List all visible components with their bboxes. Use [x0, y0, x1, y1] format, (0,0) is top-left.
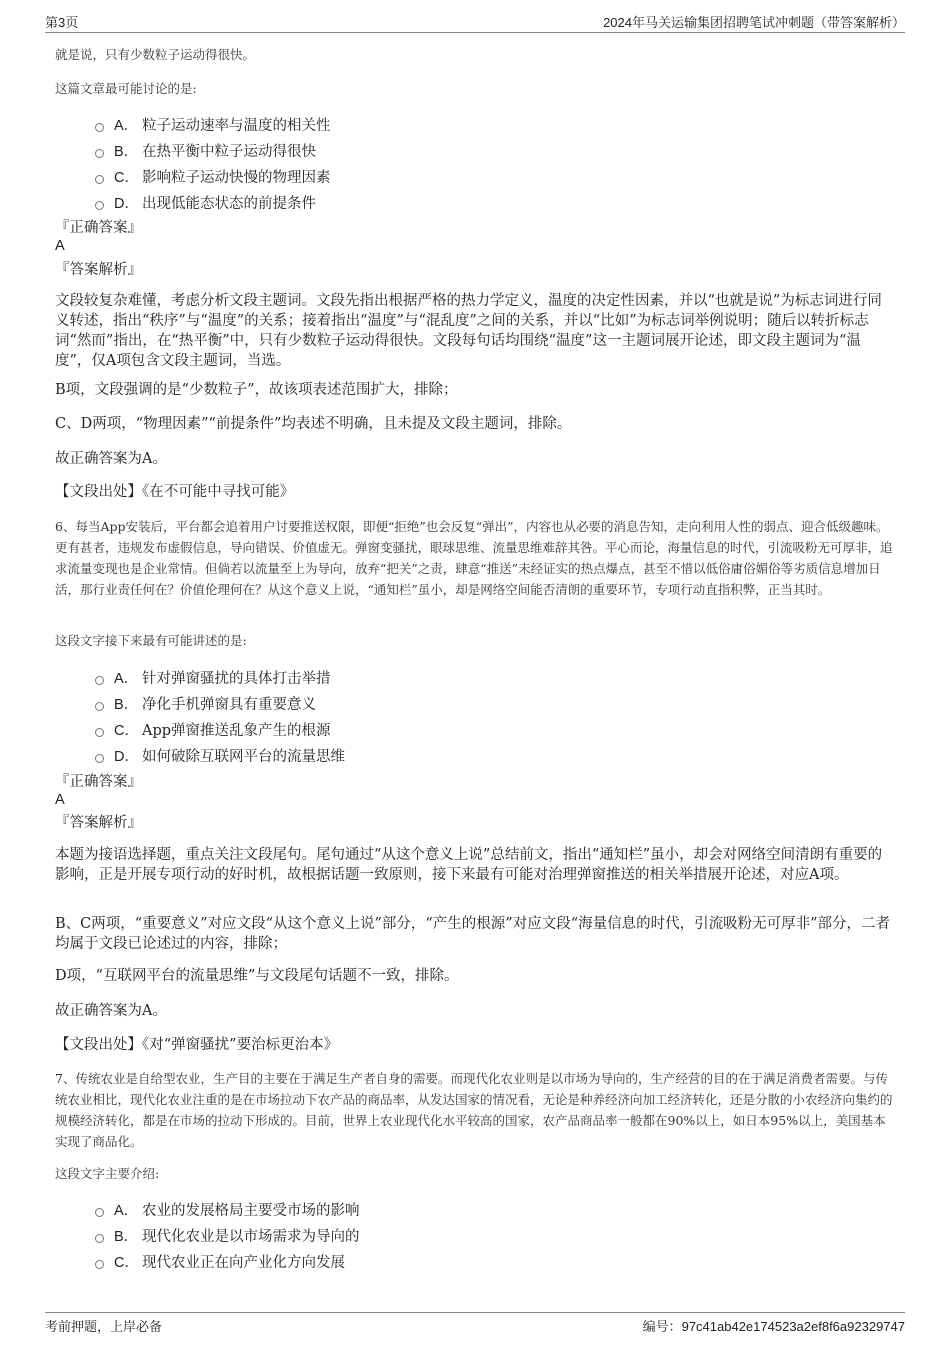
q5-options: [95, 111, 331, 215]
q6-analysis-label: 『答案解析』: [55, 815, 142, 831]
q6-prompt: 这段文字接下来最有可能讲述的是:: [55, 633, 247, 648]
q6-analysis-3: D项，“互联网平台的流量思维”与文段尾句话题不一致，排除。: [55, 968, 459, 984]
q5-analysis-label: 『答案解析』: [55, 262, 142, 278]
page-footer: [45, 1312, 905, 1338]
radio-icon[interactable]: [95, 728, 104, 737]
radio-icon[interactable]: [95, 1208, 104, 1217]
q5-analysis-4: 故正确答案为A。: [55, 451, 167, 467]
q7-options: [95, 1196, 360, 1274]
q5-option-b[interactable]: B． 在热平衡中粒子运动得很快: [95, 137, 331, 163]
radio-icon[interactable]: [95, 1260, 104, 1269]
radio-icon[interactable]: [95, 1234, 104, 1243]
q5-option-a[interactable]: A． 粒子运动速率与温度的相关性: [95, 111, 331, 137]
q5-text-tail: 就是说，只有少数粒子运动得很快。: [55, 47, 256, 62]
q7-prompt: 这段文字主要介绍:: [55, 1166, 160, 1181]
radio-icon[interactable]: [95, 201, 104, 210]
q5-analysis-3: C、D两项，“物理因素”“前提条件”均表述不明确，且未提及文段主题词，排除。: [55, 416, 572, 432]
q5-option-c[interactable]: C． 影响粒子运动快慢的物理因素: [95, 163, 331, 189]
radio-icon[interactable]: [95, 754, 104, 763]
q7-option-b[interactable]: B． 现代化农业是以市场需求为导向的: [95, 1222, 360, 1248]
page-number: 第3页: [45, 15, 79, 30]
radio-icon[interactable]: [95, 175, 104, 184]
radio-icon[interactable]: [95, 123, 104, 132]
q5-answer-label: 『正确答案』: [55, 220, 142, 236]
q5-option-d[interactable]: D． 出现低能态状态的前提条件: [95, 189, 331, 215]
q5-analysis-2: B项，文段强调的是“少数粒子”，故该项表述范围扩大，排除；: [55, 382, 458, 398]
q5-prompt: 这篇文章最可能讨论的是:: [55, 81, 197, 96]
q6-analysis-2: B、C两项，“重要意义”对应文段“从这个意义上说”部分，“产生的根源”对应文段“海量信息的时代，引流吸粉无可厚非”部分，二者均属于文段已论述过的内容，排除；: [55, 916, 891, 952]
q5-analysis-1: 文段较复杂难懂，考虑分析文段主题词。文段先指出根据严格的热力学定义，温度的决定性因素，并以“也就是说”为标志词进行同义转述，指出“秩序”与“温度”的关系；接着指出“温度”与“混乱度”之间的关系，并以“比如”为标志词举例说明；随后以转折标志词“然而”指出，在“热平衡”中，只有少数粒子运动得很快。文段每句话均围绕“温度”这一主题词展开论述，即文段主题词为“温度”，仅A项包含文段主题词，当选。: [55, 293, 882, 369]
radio-icon[interactable]: [95, 149, 104, 158]
q5-source: 【文段出处】《在不可能中寻找可能》: [55, 484, 295, 500]
q7-option-c[interactable]: C． 现代农业正在向产业化方向发展: [95, 1248, 360, 1274]
q6-analysis-1: 本题为接语选择题，重点关注文段尾句。尾句通过“从这个意义上说”总结前文，指出“通知栏”虽小，却会对网络空间清朗有重要的影响，正是开展专项行动的好时机，故根据话题一致原则，接下来最有可能对治理弹窗推送的相关举措展开论述，对应A项。: [55, 847, 883, 883]
q6-option-d[interactable]: D． 如何破除互联网平台的流量思维: [95, 742, 345, 768]
q6-option-b[interactable]: B． 净化手机弹窗具有重要意义: [95, 690, 345, 716]
footer-slogan: 考前押题，上岸必备: [45, 1319, 163, 1334]
radio-icon[interactable]: [95, 676, 104, 685]
q6-answer: A: [55, 792, 65, 808]
q6-source: 【文段出处】《对“弹窗骚扰”要治标更治本》: [55, 1037, 339, 1053]
document-code: 编号：97c41ab42e174523a2ef8f6a92329747: [642, 1319, 905, 1334]
q6-analysis-4: 故正确答案为A。: [55, 1003, 167, 1019]
q6-option-c[interactable]: C． App弹窗推送乱象产生的根源: [95, 716, 345, 742]
q6-text: 6、每当App安装后，平台都会追着用户讨要推送权限，即便“拒绝”也会反复“弹出”，内容也从必要的消息告知，走向利用人性的弱点、迎合低级趣味。更有甚者，违规发布虚假信息，导向错误、价值虚无。弹窗变骚扰，眼球思维、流量思维难辞其咎。平心而论，海量信息的时代，引流吸粉无可厚非，追求流量变现也是企业常情。但倘若以流量至上为导向，放弃“把关”之责，肆意“推送”未经证实的热点爆点，甚至不惜以低俗庸俗媚俗等劣质信息增加日活，那行业责任何在？价值伦理何在？从这个意义上说，“通知栏”虽小，却是网络空间能否清朗的重要环节，专项行动直指积弊，正当其时。: [55, 519, 893, 597]
q7-option-a[interactable]: A． 农业的发展格局主要受市场的影响: [95, 1196, 360, 1222]
q6-answer-label: 『正确答案』: [55, 774, 142, 790]
q5-answer: A: [55, 238, 65, 254]
document-title: 2024年马关运输集团招聘笔试冲刺题（带答案解析）: [603, 15, 905, 30]
radio-icon[interactable]: [95, 702, 104, 711]
q7-text: 7、传统农业是自给型农业，生产目的主要在于满足生产者自身的需要。而现代化农业则是以市场为导向的，生产经营的目的在于满足消费者需要。与传统农业相比，现代化农业注重的是在市场拉动下农产品的商品率，从发达国家的情况看，无论是种养经济向加工经济转化，还是分散的小农经济向集约的规模经济转化，都是在市场的拉动下形成的。目前，世界上农业现代化水平较高的国家，农产品商品率一般都在90%以上，如日本95%以上，美国基本实现了商品化。: [55, 1071, 893, 1149]
q6-option-a[interactable]: A． 针对弹窗骚扰的具体打击举措: [95, 664, 345, 690]
q6-options: [95, 664, 345, 768]
page-header: [45, 12, 905, 33]
